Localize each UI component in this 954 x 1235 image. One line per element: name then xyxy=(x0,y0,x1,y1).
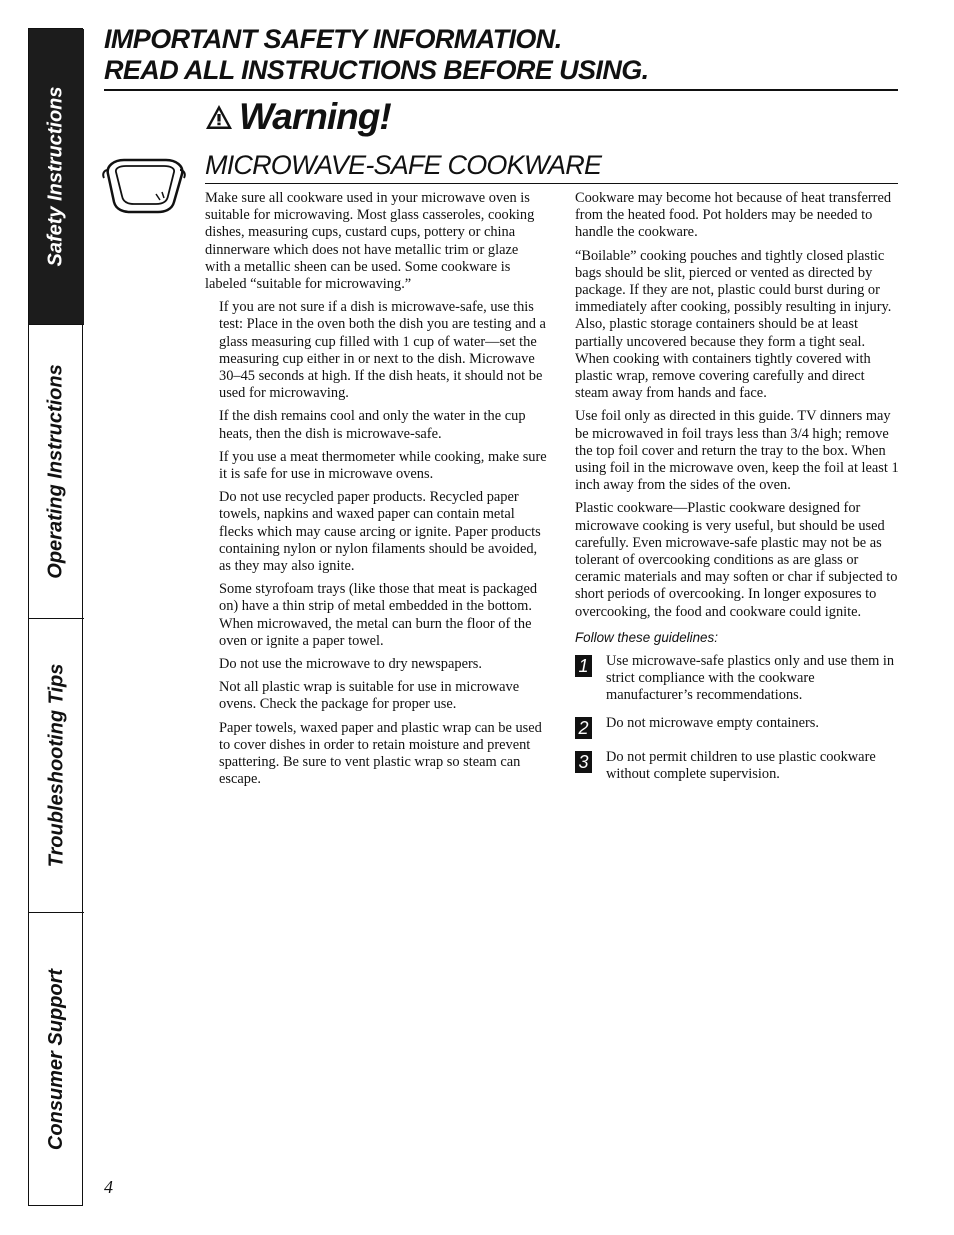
guideline-number: 1 xyxy=(575,655,592,677)
guideline-text: Use microwave-safe plastics only and use them in strict compliance with the cookware manufacturer’s recommendations. xyxy=(606,653,895,704)
tab-label: Consumer Support xyxy=(45,968,67,1150)
body-paragraph: Some styrofoam trays (like those that meat is packaged on) have a thin strip of metal embedded in the bottom. When microwaved, the metal can burn the floor of the oven or ignite a paper towel. xyxy=(219,581,538,649)
body-paragraph: Cookware may become hot because of heat transferred from the heated food. Pot holders may be needed to handle the cookware. xyxy=(575,190,892,241)
intro-paragraph: Make sure all cookware used in your microwave oven is suitable for microwaving. Most glass casseroles, cooking dishes, measuring cups, custard cups, pottery or china dinnerware which does not have metallic trim or glaze with a metallic sheen can be used. Some cookware is labeled “suitable for microwaving.” xyxy=(205,190,535,293)
warning-title: Warning! xyxy=(239,96,391,137)
page-number: 4 xyxy=(104,1177,113,1197)
guideline-number: 2 xyxy=(575,717,592,739)
warning-triangle-icon xyxy=(205,104,233,130)
tab-label: Operating Instructions xyxy=(45,364,67,579)
body-paragraph: Do not use recycled paper products. Recycled paper towels, napkins and waxed paper can contain metal flecks which may cause arcing or ignite. Paper products containing nylon or nylon filaments should be avoided, as they may also ignite. xyxy=(219,489,541,575)
body-paragraph: Do not use the microwave to dry newspapers. xyxy=(219,656,482,673)
body-paragraph: Use foil only as directed in this guide. TV dinners may be microwaved in foil trays less than 3/4 high; remove the top foil cover and return the tray to the box. When using foil in the microwave oven, keep the foil at least 1 inch away from the sides of the oven. xyxy=(575,408,899,494)
body-paragraph: If you are not sure if a dish is microwave-safe, use this test: Place in the oven both the dish you are testing and a glass measuring cup filled with 1 cup of water—set the measuring cup either in or next to the dish. Microwave 30–45 seconds at high. If the dish heats, it should not be used for microwaving. xyxy=(219,299,546,402)
section-divider xyxy=(205,183,898,184)
guideline-number: 3 xyxy=(575,751,592,773)
header-line-1: IMPORTANT SAFETY INFORMATION. xyxy=(104,24,562,54)
body-paragraph: If you use a meat thermometer while cooking, make sure it is safe for use in microwave ovens. xyxy=(219,448,547,483)
guideline-item xyxy=(575,653,900,705)
cookware-dish-icon xyxy=(100,152,188,216)
left-column xyxy=(205,190,547,795)
warning-heading xyxy=(205,96,391,138)
header-line-2: READ ALL INSTRUCTIONS BEFORE USING. xyxy=(104,55,649,85)
tab-label: Safety Instructions xyxy=(45,86,68,267)
tab-consumer-support[interactable] xyxy=(29,913,84,1205)
guidelines-label: Follow these guidelines: xyxy=(575,629,718,645)
page-header xyxy=(104,24,897,86)
tab-label: Troubleshooting Tips xyxy=(45,663,68,868)
body-paragraph: Plastic cookware—Plastic cookware designed for microwave cooking is very useful, but should be used carefully. Even microwave-safe plastic may not be as tolerant of overcooking conditions as are glass or ceramic materials and may soften or char if subjected to short periods of overcooking. In longer exposures to overcooking, the food and cookware could ignite. xyxy=(575,500,898,620)
section-title: MICROWAVE-SAFE COOKWARE xyxy=(205,150,602,180)
body-paragraph: “Boilable” cooking pouches and tightly closed plastic bags should be slit, pierced or vented as directed by package. If they are not, plastic could burst during or immediately after cooking, possibly resulting in injury. Also, plastic storage containers should be at least partially uncovered because they form a tight seal. When cooking with containers tightly covered with plastic wrap, remove covering carefully and direct steam away from hands and face. xyxy=(575,247,892,402)
side-tab-bar xyxy=(28,28,83,1206)
right-column xyxy=(575,190,900,793)
tab-operating-instructions[interactable] xyxy=(29,325,84,619)
body-paragraph: Not all plastic wrap is suitable for use in microwave ovens. Check the package for proper use. xyxy=(219,679,520,713)
body-paragraph: Paper towels, waxed paper and plastic wrap can be used to cover dishes in order to retain moisture and prevent spattering. Be sure to vent plastic wrap so steam can escape. xyxy=(219,719,542,788)
header-divider xyxy=(104,89,898,91)
guideline-item xyxy=(575,715,900,739)
guideline-item xyxy=(575,749,900,783)
guideline-text: Do not microwave empty containers. xyxy=(606,714,819,731)
body-paragraph: If the dish remains cool and only the water in the cup heats, then the dish is microwave-safe. xyxy=(219,408,526,442)
tab-troubleshooting-tips[interactable] xyxy=(29,619,84,913)
guideline-text: Do not permit children to use plastic cookware without complete supervision. xyxy=(606,748,876,782)
tab-safety-instructions[interactable] xyxy=(29,29,84,325)
